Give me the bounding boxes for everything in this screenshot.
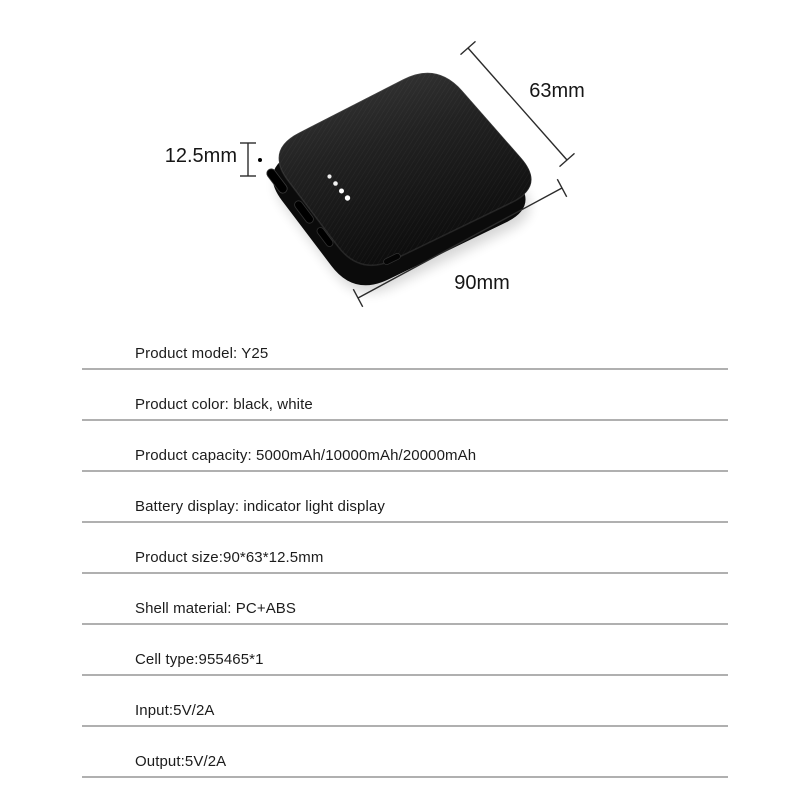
spec-row — [82, 472, 728, 523]
spec-row-label: Product capacity: 5000mAh/10000mAh/20000mAh — [135, 446, 477, 464]
dimension-label-width: 90mm — [454, 272, 510, 294]
spec-row — [82, 421, 728, 472]
spec-row-label: Cell type:955465*1 — [135, 650, 264, 668]
spec-row — [82, 625, 728, 676]
dimension-label-depth: 63mm — [529, 80, 585, 102]
spec-row — [82, 574, 728, 625]
spec-row-label: Input:5V/2A — [135, 701, 215, 719]
spec-row-label: Battery display: indicator light display — [135, 497, 385, 515]
dimension-label-thickness: 12.5mm — [164, 145, 237, 167]
dimension-tick — [461, 41, 476, 54]
spec-row-label: Product size:90*63*12.5mm — [135, 548, 324, 566]
dimension-tick — [353, 289, 362, 307]
led-dot — [339, 189, 344, 194]
spec-row-label: Product color: black, white — [135, 395, 313, 413]
spec-row-label: Shell material: PC+ABS — [135, 599, 297, 617]
dimension-thickness — [240, 143, 256, 176]
led-dot — [345, 195, 350, 200]
spec-row — [82, 676, 728, 727]
dimension-tick — [560, 153, 575, 166]
spec-row-label: Product model: Y25 — [135, 344, 269, 362]
spec-row — [82, 319, 728, 370]
led-dot — [333, 181, 338, 186]
spec-row — [82, 727, 728, 778]
dimension-tick — [557, 179, 566, 197]
led-dot — [327, 174, 331, 178]
pinhole — [258, 158, 262, 162]
spec-row-label: Output:5V/2A — [135, 752, 227, 770]
product-photo — [0, 0, 800, 320]
spec-table — [82, 319, 728, 778]
spec-row — [82, 370, 728, 421]
spec-row — [82, 523, 728, 574]
